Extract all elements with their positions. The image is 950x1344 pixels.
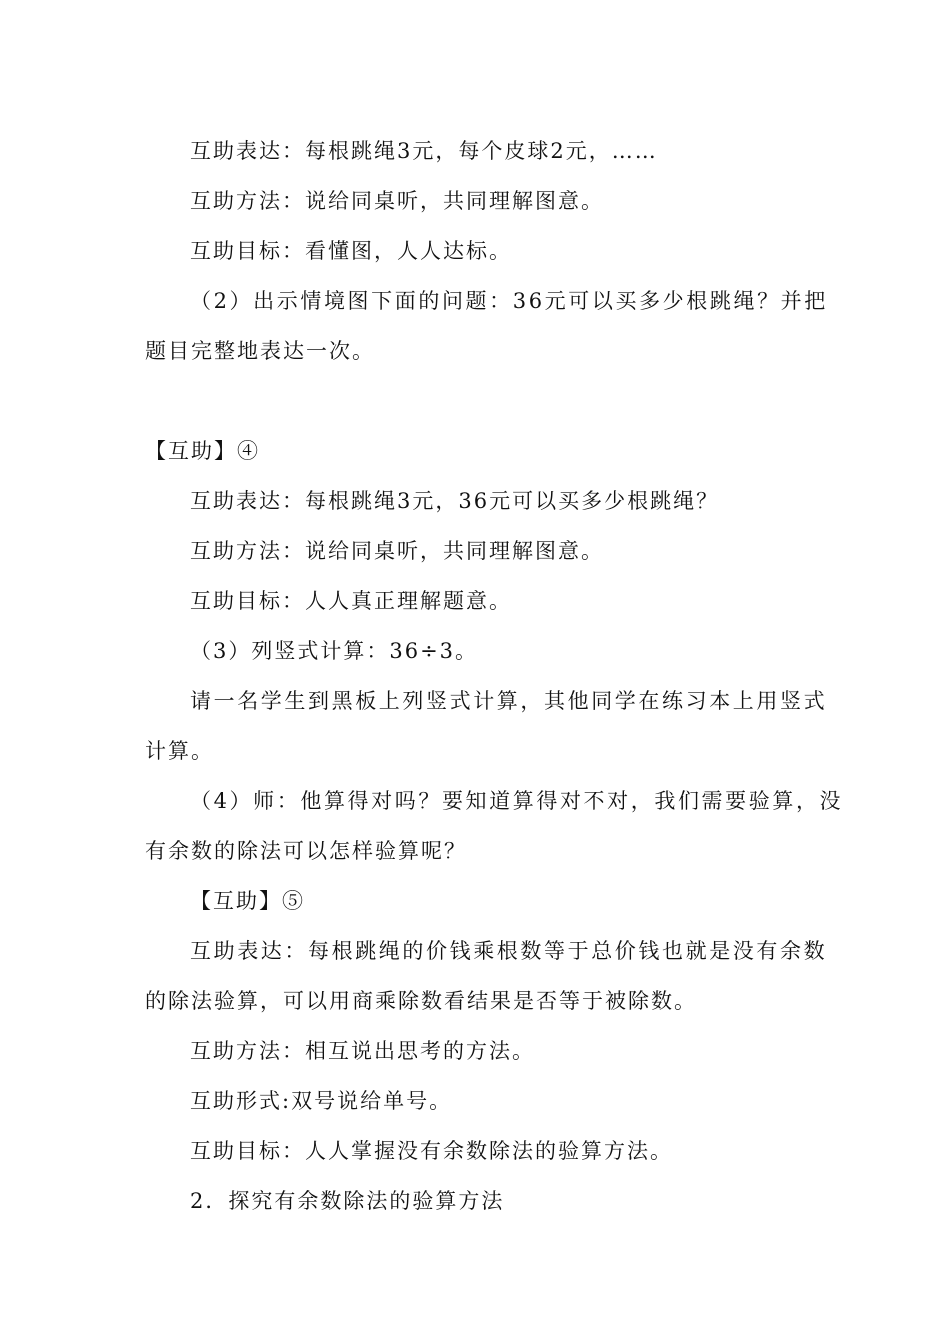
text-line-14: 有余数的除法可以怎样验算呢？ [145,839,467,863]
text-line-19: 互助形式:双号说给单号。 [190,1089,453,1113]
text-line-17: 的除法验算，可以用商乘除数看结果是否等于被除数。 [145,989,697,1013]
text-line-2: 互助方法：说给同桌听，共同理解图意。 [190,189,604,213]
text-line-5: 题目完整地表达一次。 [145,339,375,363]
text-line-8: 互助方法：说给同桌听，共同理解图意。 [190,539,604,563]
text-line-12: 计算。 [145,739,214,763]
text-line-18: 互助方法：相互说出思考的方法。 [190,1039,535,1063]
text-line-3: 互助目标：看懂图，人人达标。 [190,239,512,263]
text-line-9: 互助目标：人人真正理解题意。 [190,589,512,613]
text-line-10: （3）列竖式计算：36÷3。 [190,639,479,663]
text-line-4: （2）出示情境图下面的问题：36元可以买多少根跳绳？并把 [190,289,828,313]
text-line-21: 2．探究有余数除法的验算方法 [190,1189,505,1213]
section-heading-4: 【互助】④ [145,439,260,463]
text-line-1: 互助表达：每根跳绳3元，每个皮球2元，…… [190,139,658,163]
section-heading-5: 【互助】⑤ [190,889,305,913]
text-line-7: 互助表达：每根跳绳3元，36元可以买多少根跳绳？ [190,489,720,513]
text-line-13: （4）师：他算得对吗？要知道算得对不对，我们需要验算，没 [190,789,844,813]
text-line-16: 互助表达：每根跳绳的价钱乘根数等于总价钱也就是没有余数 [190,939,828,963]
text-line-20: 互助目标：人人掌握没有余数除法的验算方法。 [190,1139,673,1163]
text-line-11: 请一名学生到黑板上列竖式计算，其他同学在练习本上用竖式 [190,689,828,713]
